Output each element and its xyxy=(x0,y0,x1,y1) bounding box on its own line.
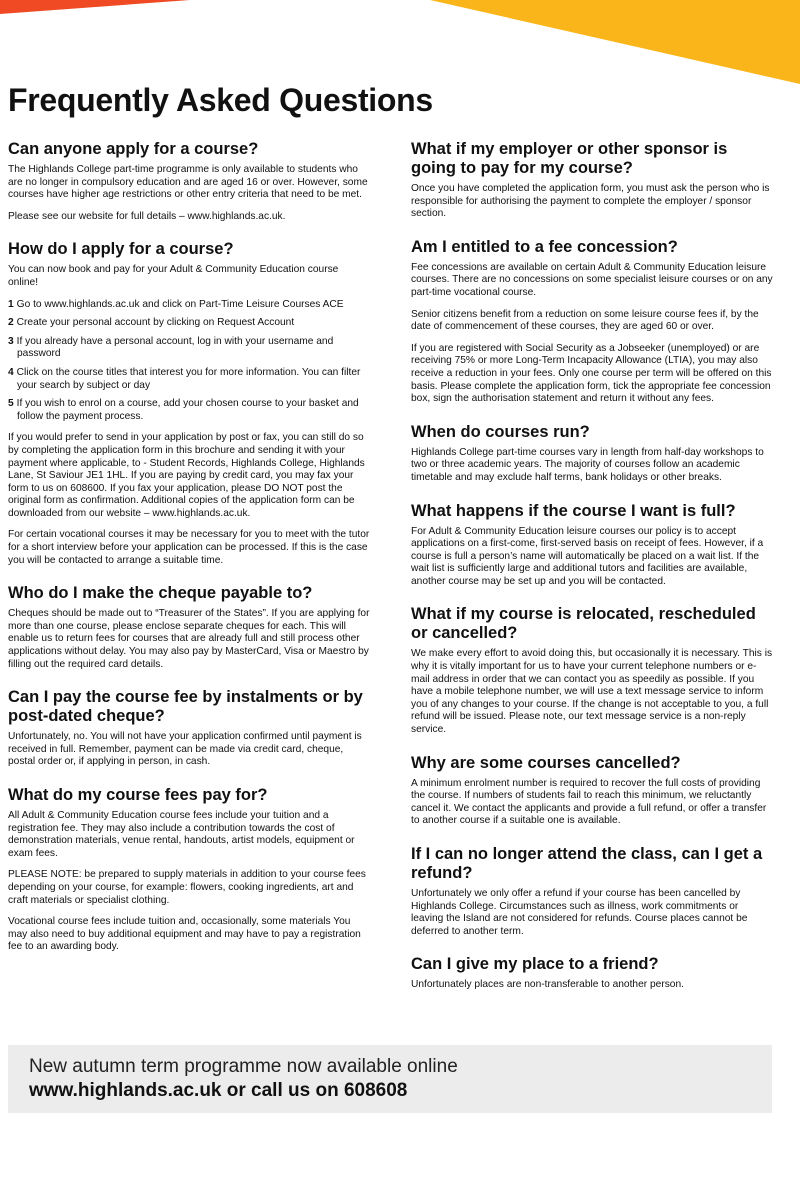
step-number: 1 xyxy=(8,298,14,310)
faq-question: What if my course is relocated, rescheduled or cancelled? xyxy=(411,605,756,643)
faq-question: What if my employer or other sponsor is going to pay for my course? xyxy=(411,140,728,177)
faq-item xyxy=(411,754,773,828)
faq-question: What do my course fees pay for? xyxy=(8,786,268,804)
faq-question: When do courses run? xyxy=(411,422,590,441)
faq-answer: If you are registered with Social Security as a Jobseeker (unemployed) or are receiving 75% or more Long-Term Incapacity Allowance (LTIA), you may also receive a reduction in your fees. Only one course per term will be offered on this basis. Please complete the application form, tick the appropriate fee concession box, sign the authorisation statement and return it without any fees. xyxy=(411,342,772,405)
banner-headline: New autumn term programme now available online xyxy=(29,1056,458,1077)
faq-item xyxy=(8,240,370,567)
faq-item xyxy=(8,786,370,954)
faq-answer: Vocational course fees include tuition and, occasionally, some materials You may also need to buy additional equipment and may have to pay a registration fee to an awarding body. xyxy=(8,916,361,953)
faq-item xyxy=(8,140,370,223)
apply-step xyxy=(8,317,370,330)
faq-item xyxy=(411,605,773,736)
apply-step xyxy=(8,299,370,312)
faq-item xyxy=(411,845,773,938)
faq-item xyxy=(8,584,370,671)
faq-question: How do I apply for a course? xyxy=(8,240,234,259)
faq-answer: PLEASE NOTE: be prepared to supply materials in addition to your course fees depending on your course, for example: flowers, cooking ingredients, art and craft materials or specialist clothing. xyxy=(8,869,366,906)
step-number: 5 xyxy=(8,398,14,410)
faq-answer: Highlands College part-time courses vary in length from half-day workshops to two or three academic years. The majority of courses follow an academic timetable and may exclude half terms, bank holidays or other breaks. xyxy=(411,446,764,483)
faq-item xyxy=(411,140,773,221)
step-text: Click on the course titles that interest you for more information. You can filter your search by subject or day xyxy=(16,366,361,391)
faq-item xyxy=(411,423,773,485)
faq-item xyxy=(411,955,773,992)
step-text: Create your personal account by clicking on Request Account xyxy=(16,317,295,329)
faq-item xyxy=(411,238,773,406)
faq-question: Can anyone apply for a course? xyxy=(8,140,259,158)
faq-answer: Senior citizens benefit from a reduction on some leisure course fees if, by the date of commencement of these courses, they are aged 60 or over. xyxy=(411,308,759,333)
faq-item xyxy=(8,688,370,769)
faq-answer: Unfortunately, no. You will not have your application confirmed until payment is received in full. Remember, payment can be made via credit card, cheque, postal order or, if applying in person, in cash. xyxy=(8,731,362,768)
banner-contact: www.highlands.ac.uk or call us on 608608 xyxy=(29,1080,408,1101)
apply-steps-list xyxy=(8,299,370,424)
faq-answer: Fee concessions are available on certain Adult & Community Education leisure courses. There are no concessions on some specialist leisure courses or on any part-time vocational course. xyxy=(411,261,773,298)
corner-decoration-red xyxy=(0,0,190,14)
promo-banner xyxy=(8,1045,772,1113)
faq-answer: Unfortunately places are non-transferable to another person. xyxy=(411,979,684,991)
step-text: If you already have a personal account, log in with your username and password xyxy=(16,335,334,360)
faq-question: What happens if the course I want is full? xyxy=(411,501,736,520)
faq-question: Am I entitled to a fee concession? xyxy=(411,237,678,256)
faq-answer: Once you have completed the application form, you must ask the person who is responsible for authorising the payment to complete the employer / sponsor section. xyxy=(411,183,770,220)
page-title: Frequently Asked Questions xyxy=(8,82,433,118)
faq-question: Who do I make the cheque payable to? xyxy=(8,584,313,603)
faq-question: Why are some courses cancelled? xyxy=(411,753,681,772)
faq-answer: A minimum enrolment number is required to recover the full costs of providing the course. If numbers of students fail to reach this minimum, we reluctantly cancel it. We contact the applicants and provide a full refund, or offer a transfer to another course if a suitable one is available. xyxy=(411,777,767,827)
step-text: If you wish to enrol on a course, add your chosen course to your basket and follow the payment process. xyxy=(16,398,359,422)
step-number: 4 xyxy=(8,366,14,378)
faq-answer: For certain vocational courses it may be necessary for you to meet with the tutor for a short interview before your application can be processed. If this is the case you will be contacted to arrange a suitable time. xyxy=(8,529,370,566)
faq-answer: Please see our website for full details – www.highlands.ac.uk. xyxy=(8,210,286,222)
apply-step xyxy=(8,398,370,423)
faq-answer: If you would prefer to send in your application by post or fax, you can still do so by completing the application form in this brochure and sending it with your payment where applicable, to - Student Records, Highlands College, Highlands Lane, St Saviour JE1 1HL. If you are paying by credit card, you may fax your form to us on 608600. If you fax your application, please DO NOT post the original form as confirmation. Additional copies of the application form can be downloaded from our website – www.highlands.ac.uk. xyxy=(8,432,365,519)
apply-step xyxy=(8,367,370,392)
faq-answer: For Adult & Community Education leisure courses our policy is to accept applications on a first-come, first-served basis on receipt of fees. However, if a course is full a person’s name will automatically be placed on a wait list. If the wait list is sufficiently large and additional tutors and facilities are available, another course may be set up and you will be contacted. xyxy=(411,525,764,587)
faq-item xyxy=(411,502,773,589)
faq-question: If I can no longer attend the class, can I get a refund? xyxy=(411,845,763,882)
faq-answer: The Highlands College part-time programme is only available to students who are no longer in compulsory education and are aged 16 or over. However, some courses have higher age restrictions or other entry criteria that need to be met. xyxy=(8,164,368,201)
faq-column-right xyxy=(411,140,773,1009)
faq-answer: Unfortunately we only offer a refund if your course has been cancelled by Highlands College. Circumstances such as illness, work commitments or leaving the Island are not considered for refunds. Course places cannot be deferred to another term. xyxy=(411,888,748,937)
corner-decoration-yellow xyxy=(430,0,800,84)
faq-column-left xyxy=(8,140,370,971)
faq-answer: You can now book and pay for your Adult & Community Education course online! xyxy=(8,264,339,288)
apply-step xyxy=(8,336,370,361)
faq-answer: We make every effort to avoid doing this, but occasionally it is necessary. This is why it is vitally important for us to have your current telephone numbers or e-mail address in order that we can contact you as speedily as possible. If you have a mobile telephone number, we will use a text message service to inform you of any changes to your course. If the change is not acceptable to you, a full refund will be issued. Please note, our text message service is a non-reply service. xyxy=(411,648,773,736)
faq-question: Can I pay the course fee by instalments or by post-dated cheque? xyxy=(8,688,363,726)
step-text: Go to www.highlands.ac.uk and click on Part-Time Leisure Courses ACE xyxy=(16,298,344,310)
faq-answer: All Adult & Community Education course fees include your tuition and a registration fee. They may also include a contribution towards the cost of demonstration materials, venue rental, handouts, artist models, equipment or exam fees. xyxy=(8,810,355,859)
step-number: 3 xyxy=(8,335,14,347)
faq-answer: Cheques should be made out to “Treasurer of the States”. If you are applying for more than one course, please enclose separate cheques for each. This will enable us to return fees for courses that are already full and still process other applications without delay. You may also pay by MasterCard, Visa or Maestro by filling out the required card details. xyxy=(8,608,370,670)
step-number: 2 xyxy=(8,317,14,329)
faq-question: Can I give my place to a friend? xyxy=(411,955,659,974)
